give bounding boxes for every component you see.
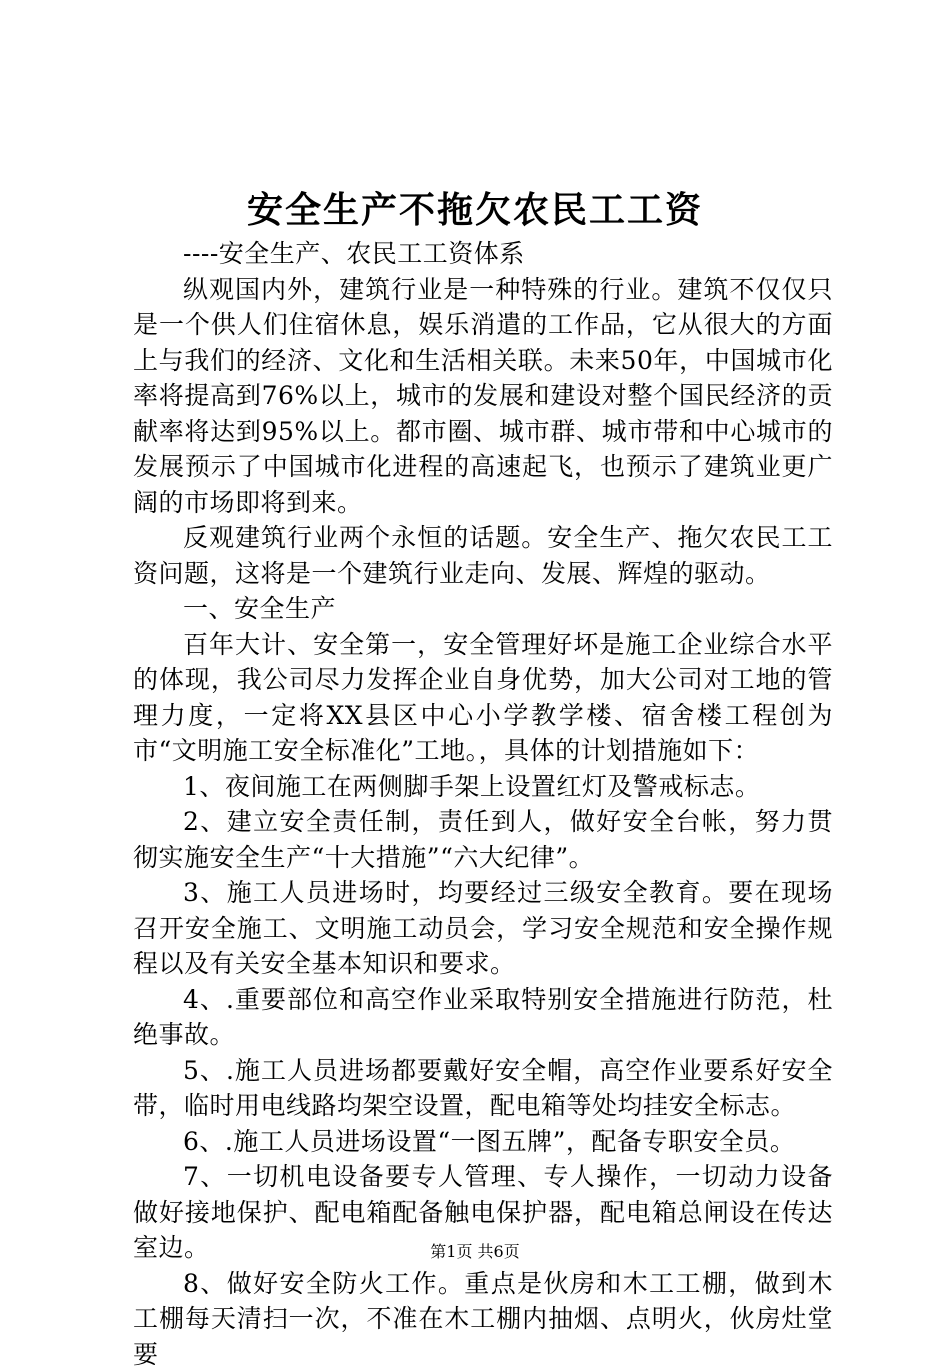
list-item-5: 5、.施工人员进场都要戴好安全帽，高空作业要系好安全带，临时用电线路均架空设置，配电箱等处均挂安全标志。 (133, 1053, 833, 1124)
section-heading: 一、安全生产 (133, 591, 833, 627)
subtitle-line: ----安全生产、农民工工资体系 (133, 236, 833, 272)
paragraph-intro: 纵观国内外，建筑行业是一种特殊的行业。建筑不仅仅只是一个供人们住宿休息，娱乐消遣的工作品，它从很大的方面上与我们的经济、文化和生活相关联。未来50年，中国城市化率将提高到76%以上，城市的发展和建设对整个国民经济的贡献率将达到95%以上。都市圈、城市群、城市带和中心城市的发展预示了中国城市化进程的高速起飞，也预示了建筑业更广阔的市场即将到来。 (133, 272, 833, 521)
document-body (133, 236, 833, 1372)
page-footer: 第1页 共6页 (0, 1241, 950, 1263)
list-item-4: 4、.重要部位和高空作业采取特别安全措施进行防范，杜绝事故。 (133, 982, 833, 1053)
list-item-6: 6、.施工人员进场设置“一图五牌”，配备专职安全员。 (133, 1124, 833, 1160)
paragraph-topics: 反观建筑行业两个永恒的话题。安全生产、拖欠农民工工资问题，这将是一个建筑行业走向、发展、辉煌的驱动。 (133, 520, 833, 591)
paragraph-safety-overview: 百年大计、安全第一，安全管理好坏是施工企业综合水平的体现，我公司尽力发挥企业自身优势，加大公司对工地的管理力度，一定将XX县区中心小学教学楼、宿舍楼工程创为市“文明施工安全标准化”工地。，具体的计划措施如下： (133, 627, 833, 769)
list-item-7: 7、一切机电设备要专人管理、专人操作，一切动力设备做好接地保护、配电箱配备触电保护器，配电箱总闸设在传达室边。 (133, 1159, 833, 1266)
list-item-2: 2、建立安全责任制，责任到人，做好安全台帐，努力贯彻实施安全生产“十大措施”“六大纪律”。 (133, 804, 833, 875)
list-item-8: 8、做好安全防火工作。重点是伙房和木工工棚，做到木工棚每天清扫一次，不准在木工棚内抽烟、点明火，伙房灶堂要 (133, 1266, 833, 1372)
list-item-3: 3、施工人员进场时，均要经过三级安全教育。要在现场召开安全施工、文明施工动员会，学习安全规范和安全操作规程以及有关安全基本知识和要求。 (133, 875, 833, 982)
page-title: 安全生产不拖欠农民工工资 (0, 186, 950, 234)
list-item-1: 1、夜间施工在两侧脚手架上设置红灯及警戒标志。 (133, 769, 833, 805)
